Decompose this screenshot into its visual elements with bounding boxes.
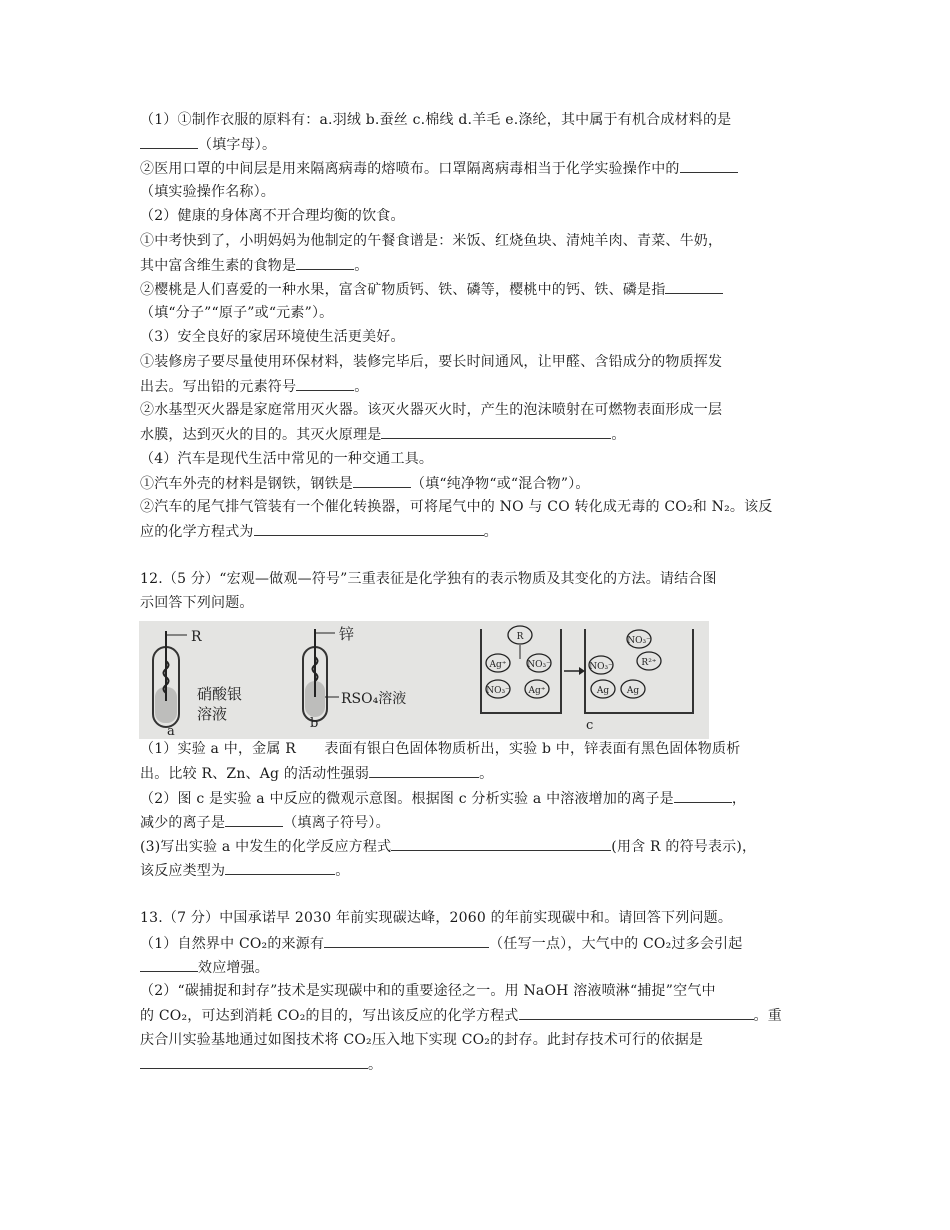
text-line (140, 303, 820, 323)
text-line (140, 836, 820, 857)
text-segment: （2）图 c 是实验 a 中反应的微观示意图。根据图 c 分析实验 a 中溶液增加的离子是 (140, 791, 674, 807)
text-segment: ②医用口罩的中间层是用来隔离病毒的熔喷布。口罩隔离病毒相当于化学实验操作中的 (140, 161, 680, 177)
text-segment: ， (731, 791, 747, 807)
text-line (140, 739, 820, 759)
answer-blank[interactable] (140, 957, 198, 972)
text-segment: ①装修房子要尽量使用环保材料，装修完毕后，要长时间通风，让甲醛、含铅成分的物质挥发 (140, 354, 723, 370)
text-segment: （1）①制作衣服的原料有：a.羽绒 b.蚕丝 c.棉线 d.羊毛 e.涤纶，其中属于有机合成材料的是 (140, 112, 732, 128)
ion-after-label: Ag (596, 686, 610, 696)
text-segment: 水膜，达到灭火的目的。其灭火原理是 (140, 427, 382, 443)
answer-blank[interactable] (674, 788, 732, 803)
text-line (140, 908, 820, 928)
text-segment: （填离子符号）。 (283, 815, 390, 831)
text-segment: 。 (483, 524, 498, 540)
text-segment: 示回答下列问题。 (140, 595, 254, 611)
answer-blank[interactable] (381, 424, 611, 439)
answer-blank[interactable] (680, 158, 738, 173)
text-line (140, 981, 820, 1001)
text-line (140, 449, 820, 469)
tube-a-solution-label-2: 溶液 (197, 705, 228, 723)
ion-after-label: NO₃⁻ (589, 662, 613, 672)
text-segment: 庆合川实验基地通过如图技术将 CO₂压入地下实现 CO₂的封存。此封存技术可行的依据是 (140, 1032, 704, 1048)
answer-blank[interactable] (353, 473, 411, 488)
ion-after-label: NO₃⁻ (627, 636, 651, 646)
text-segment: 。 (354, 379, 369, 395)
text-line (140, 352, 820, 372)
text-line (140, 860, 820, 881)
tube-b-solution-label: RSO₄溶液 (341, 691, 407, 707)
text-segment: (用含 R 的符号表示)， (611, 839, 757, 855)
text-segment: （2）健康的身体离不开合理均衡的饮食。 (140, 208, 405, 224)
text-line (140, 110, 820, 130)
text-segment: 其中富含维生素的食物是 (140, 258, 297, 274)
text-line (140, 933, 820, 954)
text-line (140, 473, 820, 494)
ion-before-label: Ag⁺ (489, 660, 507, 670)
text-segment: 。 (368, 1057, 383, 1073)
answer-blank[interactable] (140, 1054, 368, 1069)
test-tube-a (153, 629, 242, 739)
text-line (140, 788, 820, 809)
text-segment: （1）自然界中 CO₂的来源有 (140, 936, 325, 952)
text-line (140, 206, 820, 226)
text-segment: （填实验操作名称）。 (140, 184, 275, 200)
text-segment: 。重 (753, 1008, 782, 1024)
text-segment: （任写一点），大气中的 CO₂过多会引起 (489, 936, 743, 952)
ion-before-label: NO₃⁻ (486, 686, 510, 696)
text-line (140, 255, 820, 276)
text-line (140, 158, 820, 179)
text-line (140, 593, 820, 613)
text-segment: 。 (335, 863, 350, 879)
text-line (140, 424, 820, 445)
text-segment: 。 (354, 258, 369, 274)
ion-after-label: R²⁺ (641, 658, 657, 668)
text-segment: ①汽车外壳的材料是钢铁，钢铁是 (140, 476, 353, 492)
tube-b-label: b (310, 716, 319, 731)
text-segment: （4）汽车是现代生活中常见的一种交通工具。 (140, 451, 434, 467)
answer-blank[interactable] (519, 1005, 754, 1020)
tube-b-metal-label: 锌 (339, 625, 355, 643)
text-segment: 效应增强。 (198, 960, 269, 976)
text-segment: 出。比较 R、Zn、Ag 的活动性强弱 (140, 766, 370, 782)
answer-blank[interactable] (296, 255, 354, 270)
text-segment: （3）安全良好的家居环境使生活更美好。 (140, 329, 405, 345)
text-line (140, 763, 820, 784)
text-line (140, 497, 820, 517)
text-segment: ②水基型灭火器是家庭常用灭火器。该灭火器灭火时，产生的泡沫喷射在可燃物表面形成一层 (140, 402, 723, 418)
text-line (140, 134, 820, 155)
text-line (140, 521, 820, 542)
text-line (140, 279, 820, 300)
beaker-diagram-c (481, 626, 693, 733)
beaker-c-label: c (586, 718, 594, 733)
text-segment: （填字母）。 (198, 137, 277, 153)
answer-blank[interactable] (665, 279, 723, 294)
answer-blank[interactable] (324, 933, 489, 948)
answer-blank[interactable] (225, 812, 283, 827)
ion-before-label: Ag⁺ (528, 686, 546, 696)
text-line (140, 812, 820, 833)
tube-a-label: a (167, 724, 175, 739)
text-segment: （填“分子”“原子”或“元素”）。 (140, 305, 334, 321)
text-line (140, 1030, 820, 1050)
tube-a-metal-label: R (191, 629, 202, 645)
text-line (140, 400, 820, 420)
text-segment: 该反应类型为 (140, 863, 226, 879)
text-line (140, 569, 820, 589)
text-segment: 应的化学方程式为 (140, 524, 254, 540)
answer-blank[interactable] (254, 521, 484, 536)
experiment-figure (139, 621, 709, 739)
answer-blank[interactable] (225, 860, 335, 875)
text-segment: （1）实验 a 中，金属 R 表面有银白色固体物质析出，实验 b 中，锌表面有黑色固体物质析 (140, 741, 741, 757)
answer-blank[interactable] (140, 134, 198, 149)
text-segment: 13.（7 分）中国承诺早 2030 年前实现碳达峰，2060 的年前实现碳中和。请回答下列问题。 (140, 910, 733, 926)
ions-before-group (486, 626, 551, 698)
text-segment: ②汽车的尾气排气管装有一个催化转换器，可将尾气中的 NO 与 CO 转化成无毒的 CO₂和 N₂。该反 (140, 499, 773, 515)
text-segment: 减少的离子是 (140, 815, 226, 831)
answer-blank[interactable] (296, 376, 354, 391)
answer-blank[interactable] (391, 836, 611, 851)
answer-blank[interactable] (369, 763, 479, 778)
ion-after-label: Ag (626, 686, 640, 696)
text-segment: 12.（5 分）“宏观—做观—符号”三重表征是化学独有的表示物质及其变化的方法。请结合图 (140, 571, 717, 587)
text-segment: （2）“碳捕捉和封存”技术是实现碳中和的重要途径之一。用 NaOH 溶液喷淋“捕捉”空气中 (140, 983, 716, 999)
ion-before-label: NO₃⁻ (527, 660, 551, 670)
text-segment: 出去。写出铅的元素符号 (140, 379, 297, 395)
text-line (140, 1054, 820, 1075)
text-segment: 。 (611, 427, 626, 443)
text-segment: （填“纯净物“或“混合物”）。 (411, 476, 590, 492)
tube-a-solution-label-1: 硝酸银 (197, 685, 243, 703)
ions-after-group (589, 630, 661, 698)
text-segment: ②樱桃是人们喜爱的一种水果，富含矿物质钙、铁、磷等，樱桃中的钙、铁、磷是指 (140, 282, 666, 298)
text-line (140, 231, 820, 251)
text-line (140, 182, 820, 202)
text-segment: (3)写出实验 a 中发生的化学反应方程式 (140, 839, 392, 855)
text-segment: ①中考快到了，小明妈妈为他制定的午餐食谱是：米饭、红烧鱼块、清炖羊肉、青菜、牛奶， (140, 233, 723, 249)
text-line (140, 957, 820, 978)
text-line (140, 327, 820, 347)
text-line (140, 376, 820, 397)
text-segment: 的 CO₂，可达到消耗 CO₂的目的，写出该反应的化学方程式 (140, 1008, 519, 1024)
text-line (140, 1005, 820, 1026)
text-segment: 。 (479, 766, 494, 782)
ion-before-label: R (516, 632, 524, 642)
test-tube-b (303, 625, 406, 731)
